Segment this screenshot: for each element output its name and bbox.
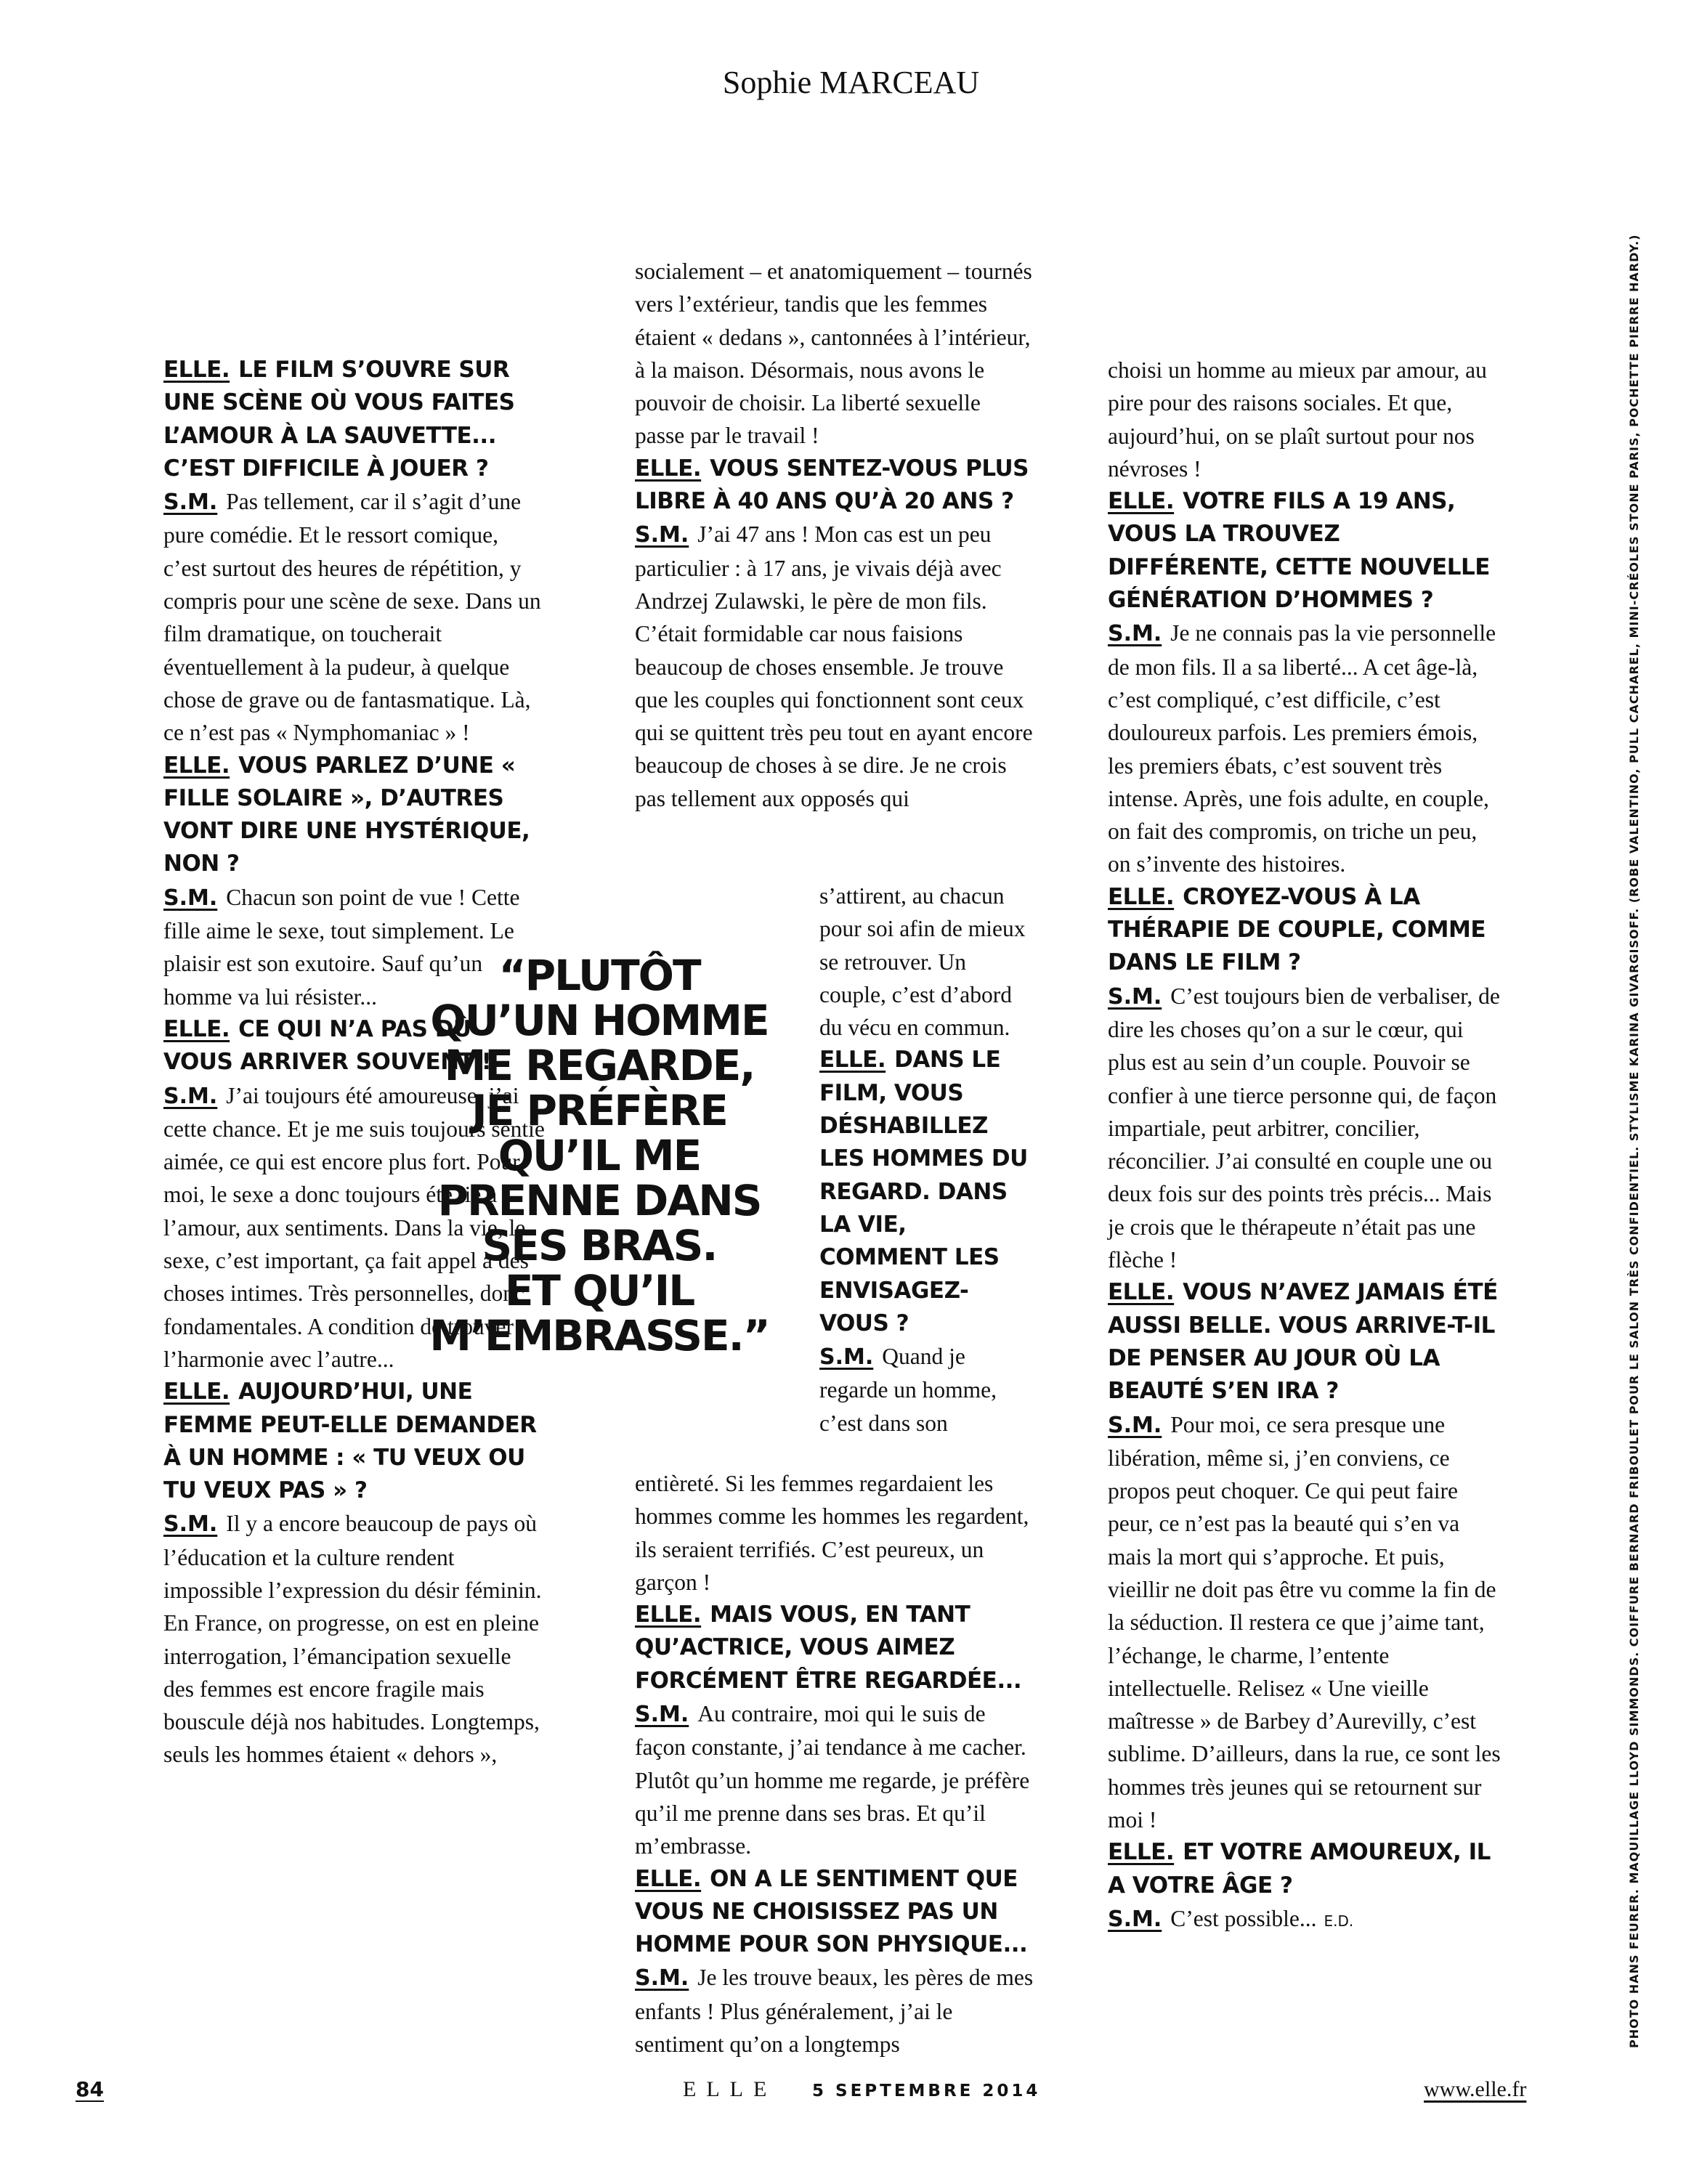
sm-tag: S.M. [635,522,689,548]
interview-question [1108,881,1504,980]
elle-tag: ELLE. [635,455,702,482]
interview-answer [163,485,545,749]
paragraph-text: CROYEZ-VOUS À LA THÉRAPIE DE COUPLE, COMME DANS LE FILM ? [1108,883,1486,976]
pull-quote-line: QU’IL ME [498,1131,701,1180]
paragraph-text: VOUS SENTEZ-VOUS PLUS LIBRE À 40 ANS QU’À 20 ANS ? [635,455,1029,515]
paragraph-text: Il y a encore beaucoup de pays où l’éducation et la culture rendent impossible l’expression du désir féminin. En France, on progresse, on est en pleine interrogation, l’émancipation sexuelle des femmes est encore fragile mais bouscule déjà nos habitudes. Longtemps, seuls les hommes étaient « dehors », [163,1511,542,1768]
interview-answer [1108,1408,1504,1837]
paragraph-text: CE QUI N’A PAS DÛ VOUS ARRIVER SOUVENT ! [163,1015,492,1076]
paragraph-text: Au contraire, moi qui le suis de façon constante, j’ai tendance à me cacher. Plutôt qu’un homme me regarde, je préfère qu’il me prenne dans ses bras. Et qu’il m’embrasse. [635,1701,1030,1859]
elle-tag: ELLE. [635,1602,702,1628]
pull-quote-line: ET QU’IL [504,1266,694,1315]
elle-tag: ELLE. [1108,1279,1175,1306]
sm-tag: S.M. [635,1702,689,1728]
pull-quote-line: “PLUTÔT [498,951,700,1000]
elle-tag: ELLE. [1108,883,1175,910]
interview-answer [1108,980,1504,1277]
paragraph-text: socialement – et anatomiquement – tournés vers l’extérieur, tandis que les femmes étaient « dedans », cantonnées à l’intérieur, à la maison. Désormais, nous avons le pouvoir de choisir. La liberté sexuelle passe par le travail ! [635,259,1032,449]
paragraph-text: Chacun son point de vue ! Cette fille aime le sexe, tout simplement. Le plaisir est son exutoire. Sauf qu’un homme va lui résister... [163,884,520,1010]
sm-tag: S.M. [819,1344,874,1371]
paragraph-text: VOUS PARLEZ D’UNE « FILLE SOLAIRE », D’AUTRES VONT DIRE UNE HYSTÉRIQUE, NON ? [163,752,530,877]
pull-quote-line: PRENNE DANS [437,1176,761,1225]
paragraph-text: DANS LE FILM, VOUS DÉSHABILLEZ LES HOMMES DU REGARD. DANS LA VIE, COMMENT LES ENVISAGEZ-VOUS ? [819,1047,1028,1336]
paragraph-text: VOUS N’AVEZ JAMAIS ÉTÉ AUSSI BELLE. VOUS ARRIVE-T-IL DE PENSER AU JOUR OÙ LA BEAUTÉ S’EN IRA ? [1108,1279,1498,1405]
sm-tag: S.M. [1108,621,1162,647]
interview-answer [819,1340,1034,1440]
interview-question [163,354,545,485]
interview-answer [635,1961,1034,2061]
elle-tag: ELLE. [163,752,230,779]
photo-credits [1627,234,1649,2048]
interview-question [635,452,1034,519]
interview-question [163,1376,545,1507]
paragraph-text: Pas tellement, car il s’agit d’une pure comédie. Et le ressort comique, c’est surtout des heures de répétition, y compris pour une scène de sexe. Dans un film dramatique, on toucherait éventuellement à la pudeur, à quelque chose de grave ou de fantasmatique. Là, ce n’est pas « Nymphomaniac » ! [163,489,541,746]
paragraph-text: entièreté. Si les femmes regardaient les hommes comme les hommes les regardent, ils seraient terrifiés. C’est peureux, un garçon ! [635,1471,1029,1595]
interview-question [635,1863,1034,1962]
interview-question [1108,1836,1504,1902]
interview-answer [1108,617,1504,880]
page-title: Sophie MARCEAU [722,65,980,100]
paragraph-text: C’est possible... [1170,1905,1317,1931]
pull-quote-line: M’EMBRASSE.” [429,1311,769,1360]
sm-tag: S.M. [635,1965,689,1992]
elle-tag: ELLE. [163,357,230,383]
elle-tag: ELLE. [635,1865,702,1892]
interview-question [1108,1276,1504,1408]
elle-tag: ELLE. [1108,488,1175,515]
sm-tag: S.M. [163,490,218,516]
paragraph-text: Pour moi, ce sera presque une libération, même si, j’en conviens, ce propos peut choquer. Ce qui peut faire peur, ce n’est pas la beauté qui s’en va mais la mort qui s’approche. Et puis, vieillir ne doit pas être vu comme la fin de la séduction. Il restera ce que j’aime tant, l’échange, le charme, l’entente intellectuelle. Relisez « Une vieille maîtresse » de Barbey d’Aurevilly, c’est sublime. D’ailleurs, dans la rue, ce sont les hommes très jeunes qui se retournent sur moi ! [1108,1411,1501,1833]
paragraph-text: Quand je regarde un homme, c’est dans son [819,1344,997,1436]
elle-tag: ELLE. [163,1379,230,1405]
sm-tag: S.M. [1108,983,1162,1010]
photo-credits-text: PHOTO HANS FEURER. MAQUILLAGE LLOYD SIMMONDS. COIFFURE BERNARD FRIBOULET POUR LE SALON TRÈS CONFIDENTIEL. STYLISME KARINA GIVARGISOFF. (ROBE VALENTINO, PULL CACHAREL, MINI-CRÉOLES STONE PARIS, POCHETTE PIERRE HARDY.) [1627,234,1641,2048]
text-paragraph [1108,354,1504,485]
pull-quote-line: JE PRÉFÈRE [471,1086,727,1135]
paragraph-text: MAIS VOUS, EN TANT QU’ACTRICE, VOUS AIMEZ FORCÉMENT ÊTRE REGARDÉE... [635,1602,1022,1694]
paragraph-text: C’est toujours bien de verbaliser, de dire les choses qu’on a sur le cœur, qui plus est au sein d’un couple. Pouvoir se confier à une tierce personne qui, de façon impartiale, peut arbitrer, concilier, réconcilier. J’ai consulté en couple une ou deux fois sur des points très précis... Mais je crois que le thérapeute n’était pas une flèche ! [1108,983,1500,1273]
sm-tag: S.M. [1108,1906,1162,1932]
column-3 [1108,354,1504,1938]
author-signature: E.D. [1324,1912,1354,1930]
elle-tag: ELLE. [163,1015,230,1042]
magazine-name: ELLE [683,2077,777,2101]
paragraph-text: VOTRE FILS A 19 ANS, VOUS LA TROUVEZ DIFFÉRENTE, CETTE NOUVELLE GÉNÉRATION D’HOMMES ? [1108,488,1490,614]
pull-quote-line: ME REGARDE, [444,1041,755,1090]
text-paragraph [819,880,1034,1044]
pull-quote-line: SES BRAS. [482,1221,717,1270]
paragraph-text: ET VOTRE AMOUREUX, IL A VOTRE ÂGE ? [1108,1839,1491,1899]
website-link[interactable]: www.elle.fr [1424,2077,1527,2101]
sm-tag: S.M. [163,885,218,911]
interview-answer [163,1507,545,1771]
sm-tag: S.M. [163,1511,218,1538]
column-2-side [819,880,1034,1440]
paragraph-text: choisi un homme au mieux par amour, au pire pour des raisons sociales. Et que, aujourd’hui, on se plaît surtout pour nos névroses ! [1108,357,1487,482]
pull-quote [407,953,792,1358]
pull-quote-line: QU’UN HOMME [430,996,769,1045]
sm-tag: S.M. [1108,1412,1162,1438]
paragraph-text: AUJOURD’HUI, UNE FEMME PEUT-ELLE DEMANDER À UN HOMME : « TU VEUX OU TU VEUX PAS » ? [163,1379,537,1504]
paragraph-text: Je ne connais pas la vie personnelle de mon fils. Il a sa liberté... A cet âge-là, c’est compliqué, c’est difficile, c’est douloureux parfois. Les premiers émois, les premiers ébats, c’est souvent très intense. Après, une fois adulte, en couple, on fait des compromis, on triche un peu, on s’invente des histoires. [1108,620,1496,877]
interview-question [1108,485,1504,617]
issue-date: 5 SEPTEMBRE 2014 [812,2082,1041,2100]
paragraph-text: s’attirent, au chacun pour soi afin de mieux se retrouver. Un couple, c’est d’abord du vécu en commun. [819,883,1026,1041]
interview-answer [1108,1902,1504,1938]
column-2-bottom [635,1467,1034,2061]
text-paragraph [635,1467,1034,1599]
paragraph-text: J’ai toujours été amoureuse, j’ai cette chance. Et je me suis toujours sentie aimée, ce qui est encore plus fort. Pour moi, le sexe a donc toujours été lié à l’amour, aux sentiments. Dans la vie, le sexe, c’est important, ça fait appel à des choses intimes. Très personnelles, donc fondamentales. A condition de trouver l’harmonie avec l’autre... [163,1082,545,1372]
interview-answer [635,518,1034,815]
interview-question [635,1599,1034,1697]
paragraph-text: J’ai 47 ans ! Mon cas est un peu particulier : à 17 ans, je vivais déjà avec Andrzej Zulawski, le père de mon fils. C’était formidable car nous faisions beaucoup de choses ensemble. Je trouve que les couples qui fonctionnent sont ceux qui se quittent très peu tout en ayant encore beaucoup de choses à se dire. Je ne crois pas tellement aux opposés qui [635,521,1033,811]
interview-answer [635,1697,1034,1862]
interview-question [163,750,545,881]
interview-question [819,1044,1034,1340]
elle-tag: ELLE. [1108,1839,1175,1866]
text-paragraph [635,255,1034,452]
paragraph-text: LE FILM S’OUVRE SUR UNE SCÈNE OÙ VOUS FAITES L’AMOUR À LA SAUVETTE... C’EST DIFFICILE À JOUER ? [163,357,515,482]
page-number: 84 [76,2077,104,2101]
paragraph-text: ON A LE SENTIMENT QUE VOUS NE CHOISISSEZ PAS UN HOMME POUR SON PHYSIQUE... [635,1865,1028,1958]
elle-tag: ELLE. [819,1047,886,1073]
paragraph-text: Je les trouve beaux, les pères de mes enfants ! Plus généralement, j’ai le sentiment qu’on a longtemps [635,1965,1034,2058]
column-2 [635,255,1034,815]
sm-tag: S.M. [163,1083,218,1109]
